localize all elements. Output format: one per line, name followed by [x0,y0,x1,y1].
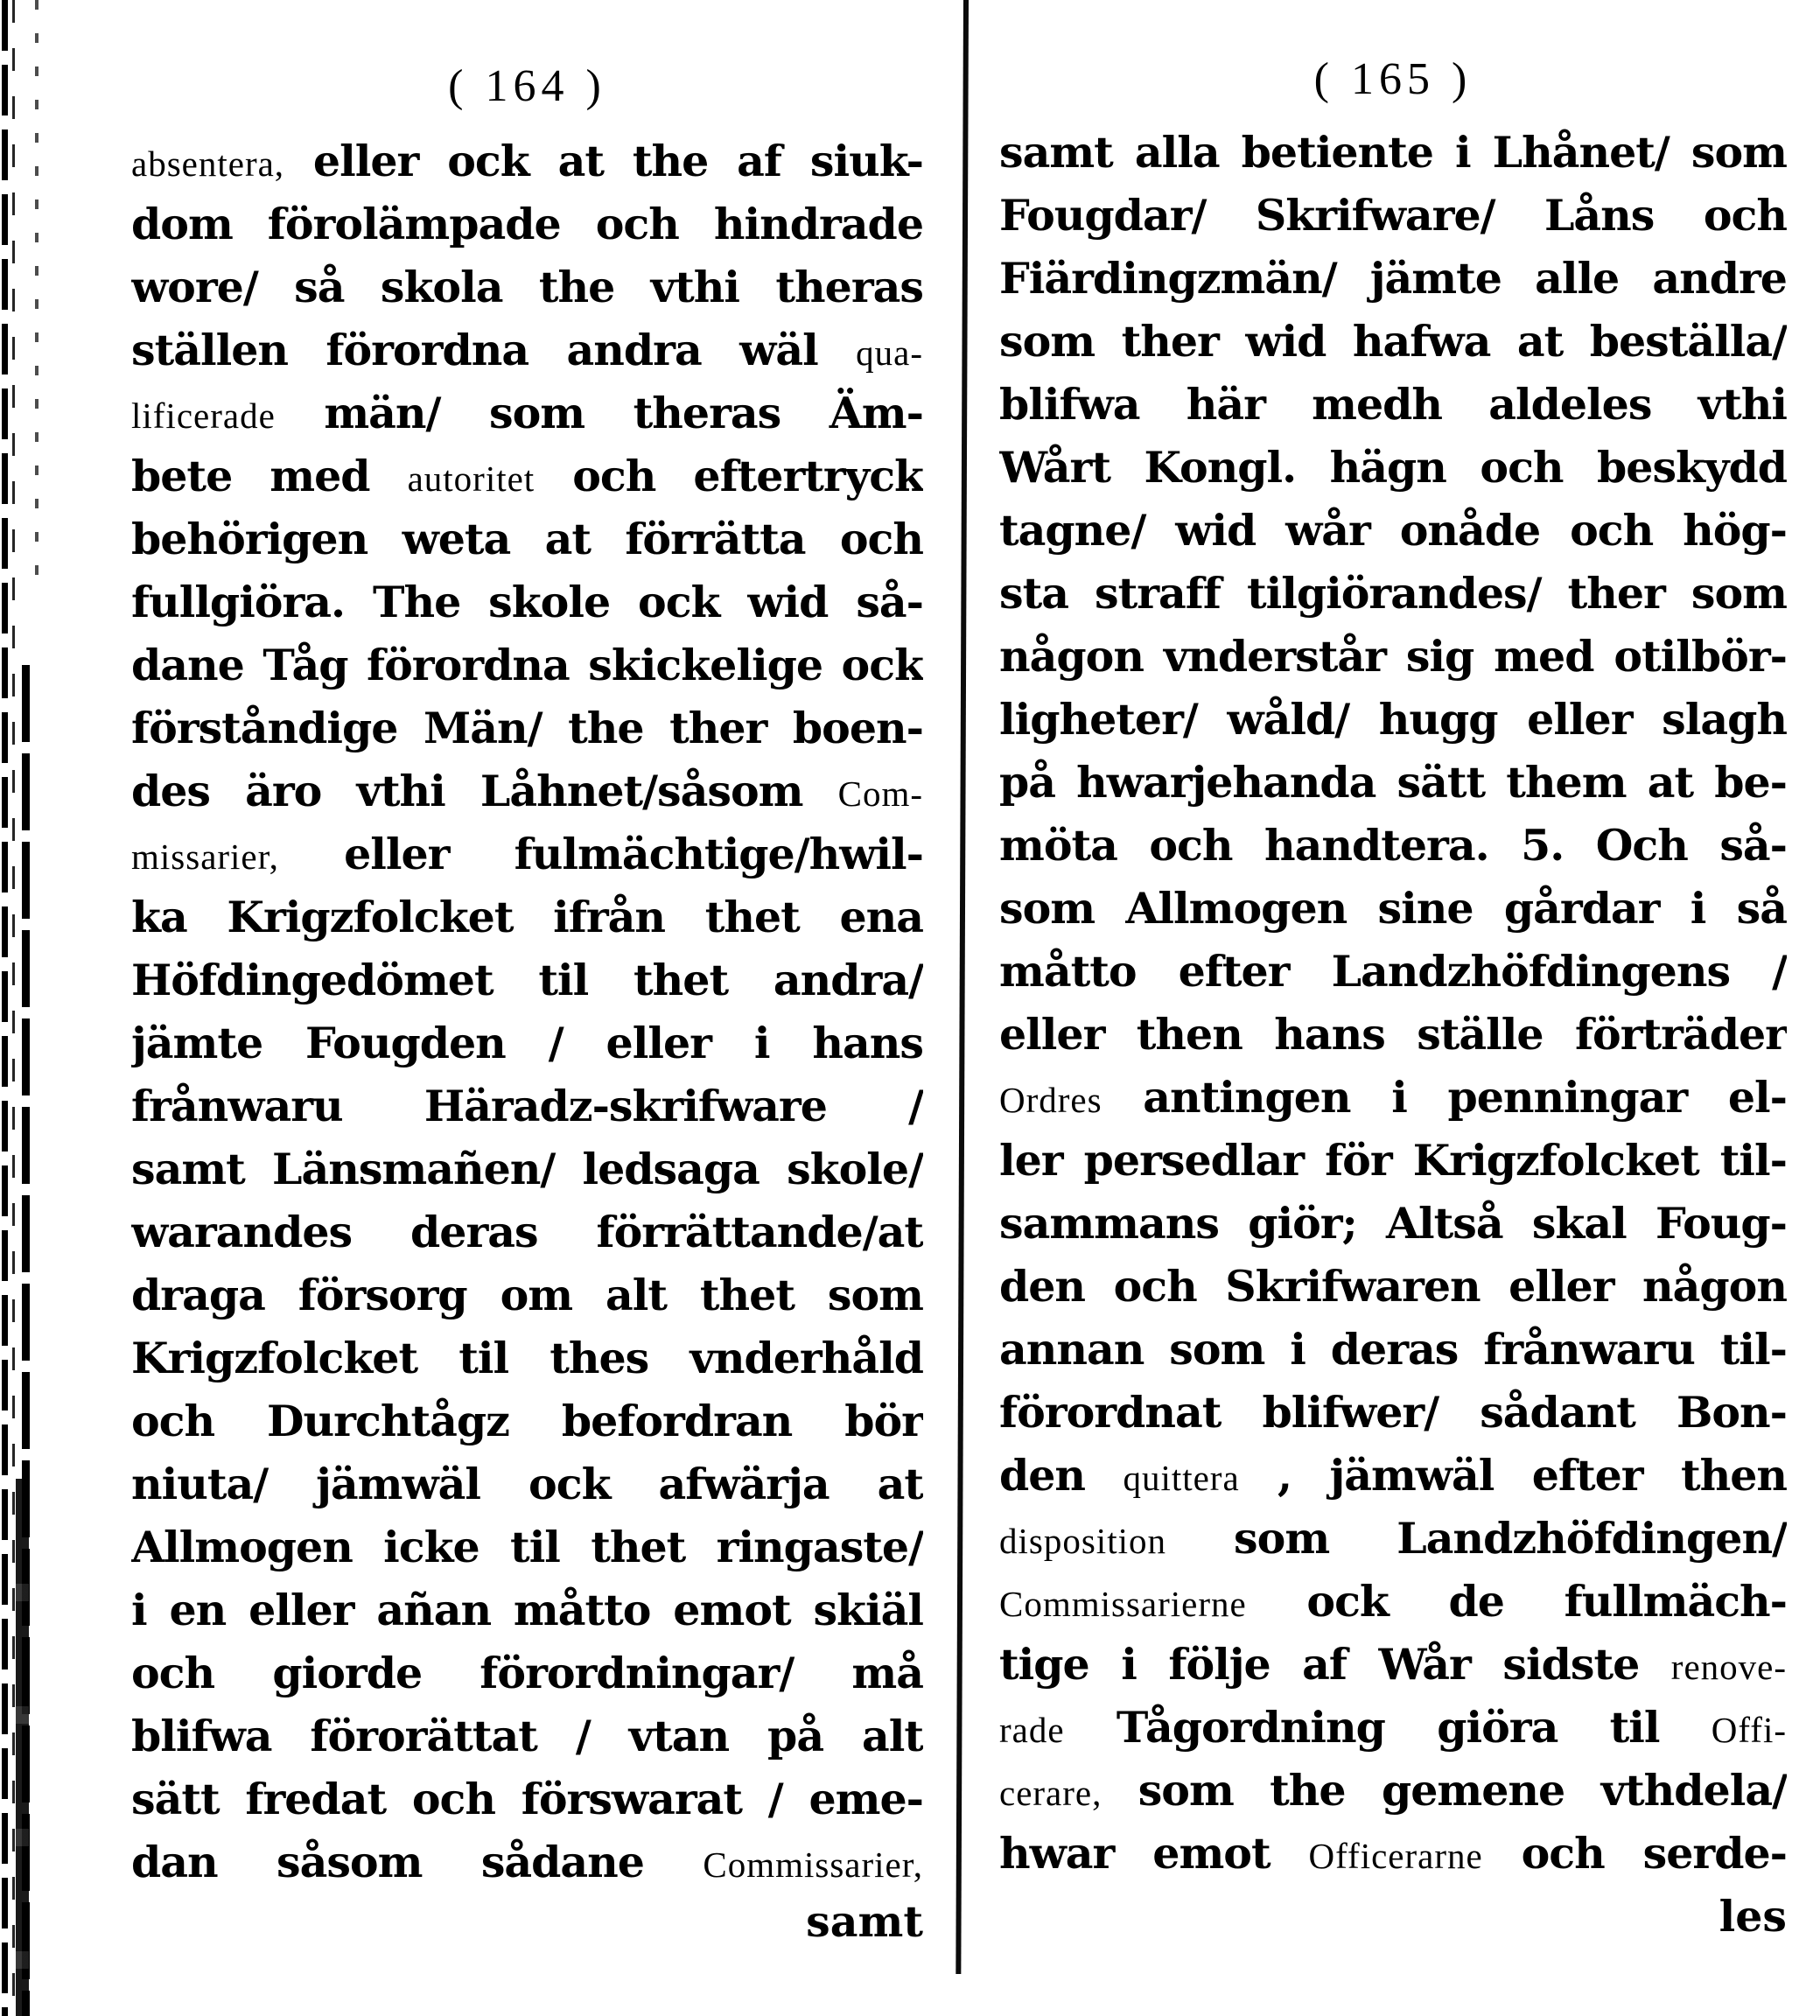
roman-text-segment: lificerade [131,396,276,436]
text-line [131,948,923,1012]
text-line [131,318,923,382]
blackletter-text-segment: samt Länsmañen/ ledsaga skole/ [131,1144,923,1194]
text-line [131,444,923,508]
text-line [999,1381,1787,1444]
catchword: les [1718,1891,1787,1942]
text-line [131,192,923,256]
text-line [131,1012,923,1074]
blackletter-text-segment: wore/ så skola the vthi theras [131,262,923,312]
text-line [999,751,1787,814]
blackletter-text-segment: måtto efter Landzhöfdingens / [999,946,1787,997]
blackletter-text-segment: dane Tåg förordna skickelige ock [131,640,923,690]
text-line [131,1516,923,1578]
text-line [999,310,1787,373]
blackletter-text-segment: Krigzfolcket til thes vnderhåld [131,1333,923,1383]
text-line [131,696,923,760]
text-line [999,1570,1787,1633]
blackletter-text-segment: sätt fredat och förswarat / eme- [131,1774,923,1824]
blackletter-text-segment: sammans giör; Altså skal Foug- [999,1198,1787,1249]
blackletter-text-segment: som ther wid hafwa at beställa/ [999,316,1787,367]
blackletter-text-segment: Fiärdingzmän/ jämte alle andre [999,253,1787,304]
text-line [999,877,1787,940]
text-line [999,814,1787,877]
blackletter-text-segment: des äro vthi Låhnet/såsom [131,766,838,816]
text-line [131,1768,923,1830]
blackletter-text-segment: eller ock at the af siuk- [284,136,923,186]
blackletter-text-segment: som the gemene vthdela/ [1102,1765,1787,1816]
text-line [999,1696,1787,1759]
roman-text-segment: Commissarierne [999,1584,1247,1624]
text-line [131,760,923,822]
text-line [999,1318,1787,1381]
text-line [999,562,1787,625]
roman-text-segment: Commissarier, [703,1844,923,1885]
blackletter-text-segment: män/ som theras Äm- [275,388,923,438]
blackletter-text-segment: blifwa här medh aldeles vthi [999,379,1787,430]
text-line [131,634,923,696]
blackletter-text-segment: ligheter/ wåld/ hugg eller slagh [999,694,1787,745]
text-line [999,1255,1787,1318]
blackletter-text-segment: Allmogen icke til thet ringaste/ [131,1522,923,1572]
blackletter-text-segment: behörigen weta at förrätta och [131,514,923,564]
text-line [131,886,923,948]
blackletter-text-segment: dan såsom sådane [131,1837,704,1887]
blackletter-text-segment: niuta/ jämwäl ock afwärja at [131,1459,923,1509]
text-line [131,1326,923,1390]
text-line [999,1633,1787,1696]
blackletter-text-segment: i en eller añan måtto emot skiäl [131,1585,923,1635]
text-line [999,1507,1787,1570]
roman-text-segment: disposition [999,1521,1166,1561]
roman-text-segment: Ordres [999,1080,1102,1120]
binding-streak [16,1479,29,2016]
text-line [999,625,1787,688]
roman-text-segment: quittera [1123,1458,1240,1498]
text-line [999,247,1787,310]
blackletter-text-segment: Tågordning giöra til [1064,1702,1712,1753]
blackletter-text-segment: samt alla betiente i Lhånet/ som [999,127,1787,178]
blackletter-text-segment: ler persedlar för Krigzfolcket til- [999,1135,1787,1186]
page-number: ( 164 ) [448,61,606,111]
roman-text-segment: absentera, [131,144,285,184]
roman-text-segment: missarier, [131,836,279,877]
blackletter-text-segment: tige i följe af Wår sidste [999,1639,1671,1690]
text-line [131,1390,923,1452]
text-line [131,382,923,444]
text-line [131,570,923,634]
text-line [131,256,923,318]
text-line [131,1200,923,1264]
page-number: ( 165 ) [1313,54,1473,104]
text-line [131,1704,923,1768]
blackletter-text-segment: förordnat blifwer/ sådant Bon- [999,1387,1787,1438]
blackletter-text-segment: frånwaru Häradz-skrifware / [131,1081,923,1131]
text-line [131,508,923,570]
blackletter-text-segment: och eftertryck [535,451,923,501]
text-line [999,1129,1787,1192]
text-line [999,1066,1787,1129]
blackletter-text-segment: och Durchtågz befordran bör [131,1396,923,1446]
text-line [131,1452,923,1516]
blackletter-text-segment: antingen i penningar el- [1102,1072,1787,1123]
blackletter-text-segment: dom förolämpade och hindrade [131,199,923,249]
text-line [999,688,1787,751]
blackletter-text-segment: ställen förordna andra wäl [131,325,857,375]
text-line [131,822,923,886]
text-line [999,1822,1787,1885]
text-line [999,1003,1787,1066]
blackletter-text-segment: som Allmogen sine gårdar i så [999,883,1787,934]
roman-text-segment: qua- [856,332,923,373]
blackletter-text-segment: annan som i deras frånwaru til- [999,1324,1787,1375]
blackletter-text-segment: sta straff tilgiörandes/ ther som [999,568,1787,619]
roman-text-segment: Offi- [1711,1710,1787,1750]
roman-text-segment: rade [999,1710,1065,1750]
text-line [999,184,1787,247]
roman-text-segment: renove- [1670,1647,1787,1687]
text-line [131,1264,923,1326]
text-line [131,1642,923,1704]
blackletter-text-segment: tagne/ wid wår onåde och hög- [999,505,1787,556]
binding-edge [0,0,54,2016]
text-line [999,940,1787,1003]
column-divider-rule [956,0,969,1974]
text-line [999,1192,1787,1255]
binding-streak [35,0,38,578]
text-line [999,1444,1787,1507]
blackletter-text-segment: den [999,1450,1124,1501]
text-line [999,436,1787,499]
blackletter-text-segment: ock de fullmäch- [1246,1576,1787,1627]
text-line [999,1759,1787,1822]
blackletter-text-segment: bete med [131,451,408,501]
blackletter-text-segment: möta och handtera. 5. Och så- [999,820,1787,871]
text-line [131,130,923,192]
roman-text-segment: autoritet [407,458,536,499]
blackletter-text-segment: fullgiöra. The skole ock wid så- [131,577,923,627]
blackletter-text-segment: någon vnderstår sig med otilbör- [999,631,1787,682]
roman-text-segment: cerare, [999,1773,1102,1813]
blackletter-text-segment: hwar emot [999,1828,1309,1879]
text-line [131,1138,923,1200]
text-line [131,1578,923,1642]
blackletter-text-segment: ka Krigzfolcket ifrån thet ena [131,892,923,942]
blackletter-text-segment: förståndige Män/ the ther boen- [131,703,923,753]
blackletter-text-segment: den och Skrifwaren eller någon [999,1261,1787,1312]
text-line [999,121,1787,184]
binding-streak [2,0,8,2016]
blackletter-text-segment: Fougdar/ Skrifware/ Låns och [999,190,1787,241]
blackletter-text-segment: och serde- [1482,1828,1787,1879]
roman-text-segment: Com- [837,774,923,814]
blackletter-text-segment: blifwa förorättat / vtan på alt [131,1711,923,1761]
blackletter-text-segment: eller fulmächtige/hwil- [278,829,923,879]
roman-text-segment: Officerarne [1308,1836,1483,1876]
text-line [999,373,1787,436]
blackletter-text-segment: och giorde förordningar/ må [131,1648,923,1698]
text-block [131,130,923,1894]
blackletter-text-segment: Wårt Kongl. hägn och beskydd [999,442,1787,493]
catchword: samt [806,1896,923,1947]
binding-streak [12,0,15,2016]
blackletter-text-segment: jämte Fougden / eller i hans [131,1018,923,1068]
text-line [999,499,1787,562]
text-line [131,1074,923,1138]
blackletter-text-segment: som Landzhöfdingen/ [1166,1513,1787,1564]
blackletter-text-segment: draga försorg om alt thet som [131,1270,923,1320]
text-block [999,121,1787,1885]
blackletter-text-segment: på hwarjehanda sätt them at be- [999,757,1787,808]
blackletter-text-segment: warandes deras förrättande/at [131,1207,923,1257]
text-line [131,1830,923,1894]
blackletter-text-segment: eller then hans ställe förträder [999,1009,1787,1060]
blackletter-text-segment: Höfdingedömet til thet andra/ [131,955,923,1005]
blackletter-text-segment: , jämwäl efter then [1239,1450,1787,1501]
